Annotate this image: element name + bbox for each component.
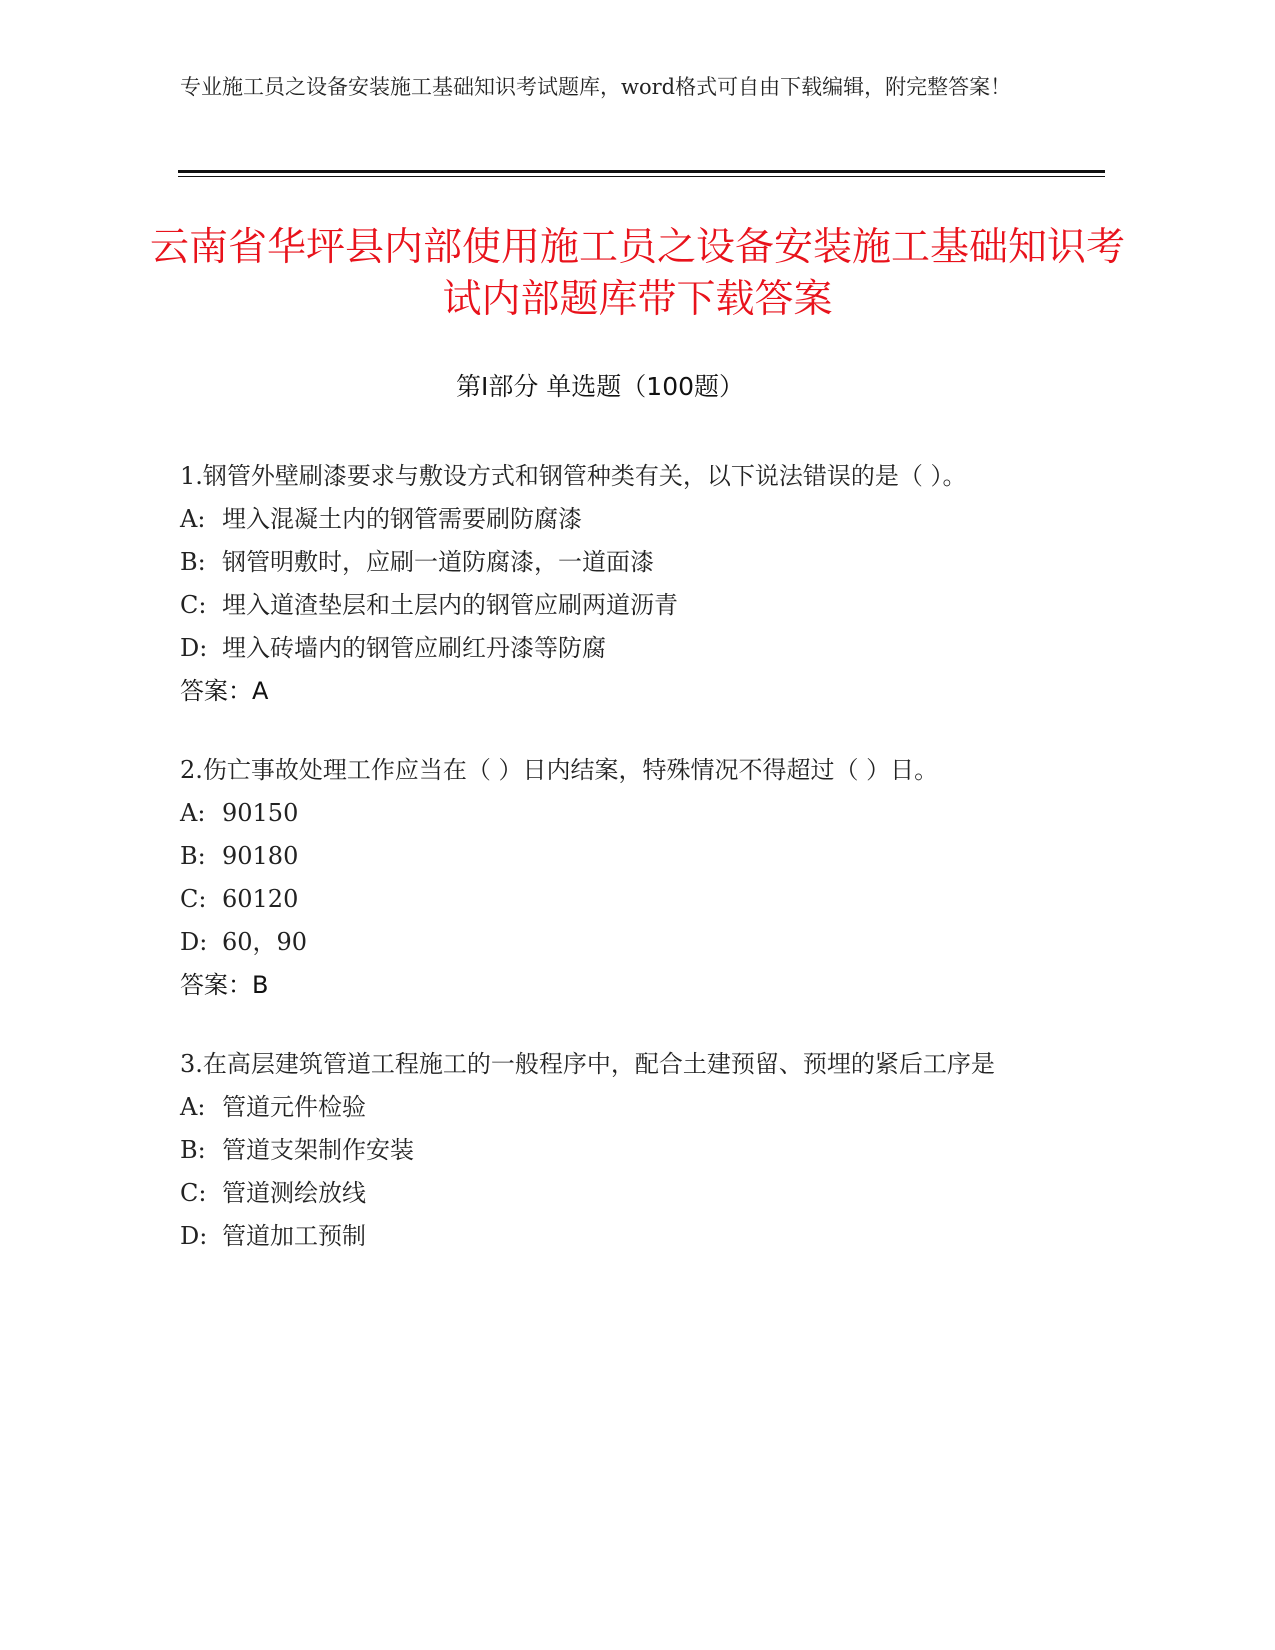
option-c (180, 879, 1030, 922)
option-text: 90180 (222, 842, 299, 870)
option-text: 埋入道渣垫层和土层内的钢管应刷两道沥青 (222, 591, 678, 619)
option-key: B: (180, 1136, 206, 1164)
question-2 (180, 750, 1030, 1008)
option-text: 60120 (222, 885, 299, 913)
header-note: 专业施工员之设备安装施工基础知识考试题库，word格式可自由下载编辑，附完整答案！ (180, 75, 1012, 99)
option-c (180, 585, 1030, 628)
option-b (180, 542, 1030, 585)
header-divider-thick (178, 170, 1105, 173)
option-key: D: (180, 634, 208, 662)
option-d (180, 1216, 1030, 1259)
question-stem: 1.钢管外壁刷漆要求与敷设方式和钢管种类有关，以下说法错误的是（ ）。 (180, 462, 967, 490)
option-key: A: (180, 1093, 206, 1121)
option-key: A: (180, 505, 206, 533)
option-text: 埋入砖墙内的钢管应刷红丹漆等防腐 (222, 634, 606, 662)
document-title: 云南省华坪县内部使用施工员之设备安装施工基础知识考试内部题库带下载答案 (150, 225, 1126, 322)
answer-line: 答案：B (180, 971, 269, 999)
option-a (180, 1087, 1030, 1130)
option-text: 管道元件检验 (222, 1093, 366, 1121)
option-a (180, 499, 1030, 542)
option-a (180, 793, 1030, 836)
question-list (180, 456, 1030, 1295)
option-text: 管道支架制作安装 (222, 1136, 414, 1164)
option-text: 钢管明敷时，应刷一道防腐漆，一道面漆 (222, 548, 654, 576)
option-text: 管道测绘放线 (222, 1179, 366, 1207)
option-text: 埋入混凝土内的钢管需要刷防腐漆 (222, 505, 582, 533)
option-key: A: (180, 799, 206, 827)
question-stem: 3.在高层建筑管道工程施工的一般程序中，配合土建预留、预埋的紧后工序是 (180, 1050, 995, 1078)
header-divider-thin (178, 176, 1105, 177)
section-title: 第Ⅰ部分 单选题（100题） (455, 372, 745, 401)
question-1 (180, 456, 1030, 714)
question-stem: 2.伤亡事故处理工作应当在（ ）日内结案，特殊情况不得超过（ ）日。 (180, 756, 939, 784)
answer-line: 答案：A (180, 677, 269, 705)
option-text: 90150 (222, 799, 299, 827)
option-b (180, 1130, 1030, 1173)
question-3 (180, 1044, 1030, 1259)
option-key: C: (180, 591, 207, 619)
option-key: D: (180, 1222, 208, 1250)
option-text: 60，90 (222, 928, 308, 956)
option-key: B: (180, 548, 206, 576)
option-b (180, 836, 1030, 879)
option-key: C: (180, 885, 207, 913)
option-key: D: (180, 928, 208, 956)
option-d (180, 922, 1030, 965)
option-key: B: (180, 842, 206, 870)
option-c (180, 1173, 1030, 1216)
option-text: 管道加工预制 (222, 1222, 366, 1250)
option-key: C: (180, 1179, 207, 1207)
option-d (180, 628, 1030, 671)
